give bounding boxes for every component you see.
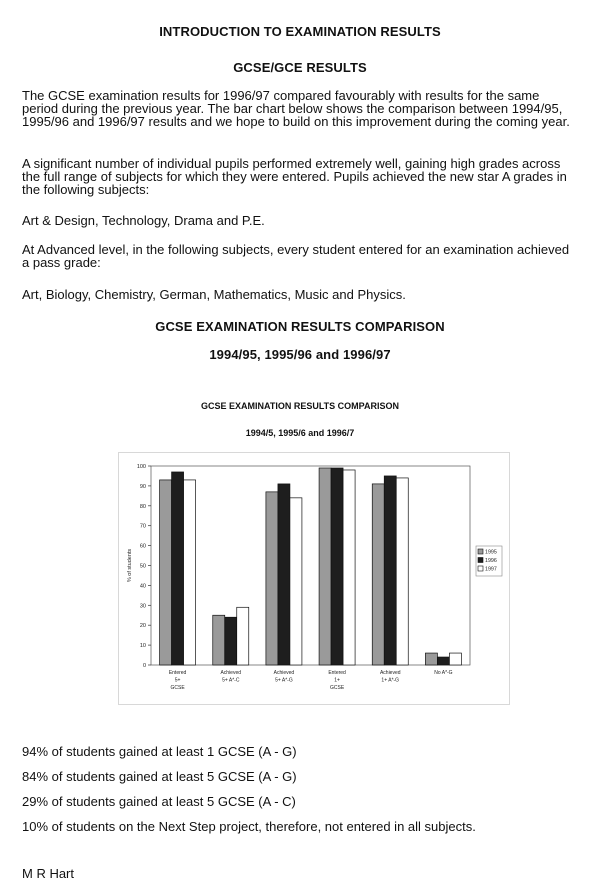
y-axis-label: % of students	[127, 548, 133, 583]
plot-area	[151, 466, 470, 665]
bar-1997	[449, 653, 461, 665]
x-tick-label: No A*-G	[434, 670, 453, 676]
bar-1995	[160, 480, 172, 665]
y-tick-label: 20	[139, 623, 146, 630]
x-tick-label: Achieved	[379, 670, 401, 676]
signature: M R Hart	[22, 866, 74, 881]
bar-1995	[266, 492, 278, 665]
legend-swatch-1995	[478, 549, 483, 554]
y-tick-label: 50	[139, 563, 146, 570]
bar-1995	[425, 653, 437, 665]
bar-1997	[184, 480, 196, 665]
bar-1996	[384, 476, 396, 665]
x-tick-label: 5+ A*-G	[275, 677, 293, 684]
legend-label-1995: 1995	[485, 549, 497, 556]
star-subjects-line: Art & Design, Technology, Drama and P.E.	[22, 213, 265, 228]
chart-subtitle: 1994/5, 1995/6 and 1996/7	[245, 428, 355, 438]
y-tick-label: 90	[139, 483, 146, 490]
advanced-paragraph: At Advanced level, in the following subjects, every student entered for an examination achieved a pass grade:	[22, 242, 570, 270]
y-tick-label: 100	[136, 464, 146, 470]
x-tick-label: Entered	[168, 670, 187, 676]
y-tick-label: 10	[139, 643, 146, 650]
bar-1996	[225, 617, 237, 665]
y-tick-label: 80	[139, 503, 146, 510]
bar-1995	[372, 484, 384, 665]
y-tick-label: 30	[139, 603, 146, 610]
x-tick-label: 1+	[334, 677, 340, 684]
chart-title: GCSE EXAMINATION RESULTS COMPARISON	[200, 401, 399, 411]
y-tick-label: 60	[139, 543, 146, 550]
bar-1996	[278, 484, 290, 665]
bar-1997	[237, 607, 249, 665]
bar-1997	[343, 470, 355, 665]
achievement-paragraph: A significant number of individual pupils performed extremely well, gaining high grades across the full range of subjects for which they were entered. Pupils achieved the new star A grades in the following subjects:	[22, 156, 567, 197]
page-subheading: GCSE/GCE RESULTS	[233, 60, 367, 75]
bar-1996	[172, 472, 184, 665]
x-tick-label: GCSE	[329, 685, 345, 691]
x-tick-label: GCSE	[170, 685, 185, 691]
bar-1995	[319, 468, 331, 665]
page-heading: INTRODUCTION TO EXAMINATION RESULTS	[159, 24, 441, 39]
advanced-subjects-line: Art, Biology, Chemistry, German, Mathematics, Music and Physics.	[22, 287, 406, 302]
section-title: GCSE EXAMINATION RESULTS COMPARISON	[155, 319, 445, 334]
bar-chart-svg	[118, 452, 510, 705]
intro-paragraph: The GCSE examination results for 1996/97 compared favourably with results for the same period during the previous year. The bar chart below shows the comparison between 1994/95, 1995/96 and 1996/97 results and we hope to build on this improvement during the coming year.	[22, 88, 570, 129]
x-tick-label: Achieved	[273, 670, 295, 676]
legend-swatch-1997	[478, 566, 483, 571]
legend-label-1997: 1997	[485, 566, 497, 573]
x-tick-label: 1+ A*-G	[381, 677, 400, 684]
x-tick-label: Achieved	[220, 670, 242, 676]
bar-1997	[290, 498, 302, 665]
bar-1996	[331, 468, 343, 665]
legend-label-1996: 1996	[485, 558, 497, 565]
stat-line: 94% of students gained at least 1 GCSE (A - G)	[22, 744, 297, 759]
stat-line: 10% of students on the Next Step project, therefore, not entered in all subjects.	[22, 819, 476, 834]
bar-1997	[396, 478, 408, 665]
stat-line: 29% of students gained at least 5 GCSE (A - C)	[22, 794, 296, 809]
x-tick-label: 5+ A*-C	[222, 677, 240, 684]
y-tick-label: 70	[139, 523, 146, 530]
section-subtitle: 1994/95, 1995/96 and 1996/97	[209, 347, 391, 362]
y-tick-label: 0	[142, 663, 146, 669]
bar-chart	[118, 452, 510, 705]
bar-1996	[437, 657, 449, 665]
x-tick-label: Entered	[328, 670, 346, 676]
stat-line: 84% of students gained at least 5 GCSE (A - G)	[22, 769, 297, 784]
bar-1995	[213, 615, 225, 665]
legend-swatch-1996	[478, 558, 483, 563]
y-tick-label: 40	[139, 583, 146, 590]
x-tick-label: 5+	[174, 677, 181, 684]
